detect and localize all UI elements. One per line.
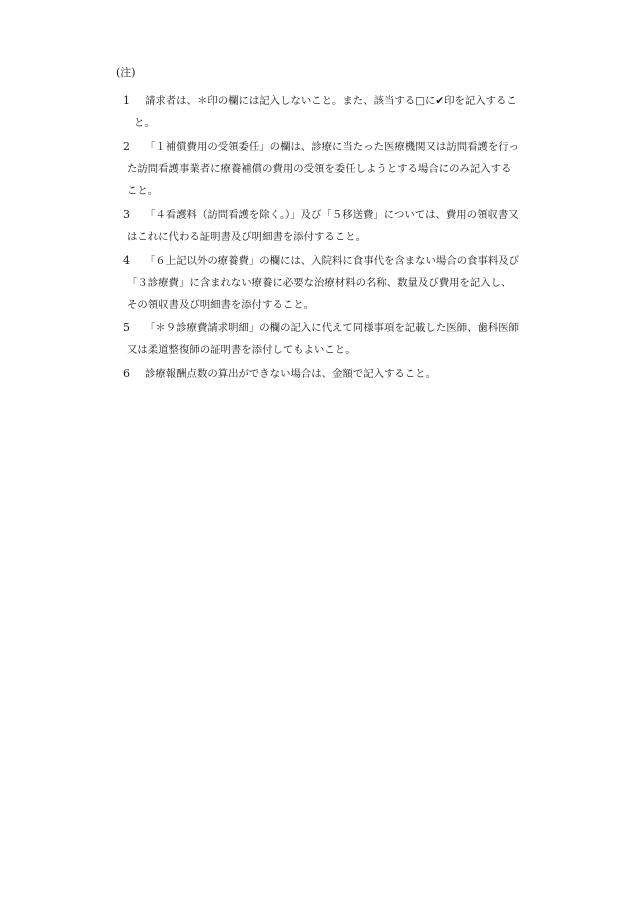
note-line: 「１補償費用の受領委任」の欄は、診療に当たった医療機関又は訪問看護を行っ bbox=[145, 141, 520, 153]
note-line: 又は柔道整復師の証明書を添付してもよいこと。 bbox=[127, 344, 356, 356]
note-number: 1 bbox=[123, 94, 130, 107]
note-line: と。 bbox=[134, 117, 155, 129]
note-line: 「＊９診療費請求明細」の欄の記入に代えて同様事項を記載した医師、歯科医師 bbox=[145, 322, 520, 334]
note-line: はこれに代わる証明書及び明細書を添付すること。 bbox=[127, 231, 366, 243]
note-number: 6 bbox=[123, 367, 130, 380]
note-number: 5 bbox=[123, 321, 130, 334]
notes-heading: (注) bbox=[116, 66, 136, 79]
note-number: 4 bbox=[123, 254, 130, 267]
note-line: その領収書及び明細書を添付すること。 bbox=[127, 299, 315, 311]
note-line: 「４看護料（訪問看護を除く。）」及び「５移送費」については、費用の領収書又 bbox=[145, 209, 519, 221]
note-number: 3 bbox=[123, 208, 130, 221]
note-line: た訪問看護事業者に療養補償の費用の受領を委任しようとする場合にのみ記入する bbox=[127, 163, 512, 175]
note-line: 請求者は、＊印の欄には記入しないこと。また、該当する□に✔印を記入するこ bbox=[145, 95, 517, 107]
note-line: 「６上記以外の療養費」の欄には、入院料に食事代を含まない場合の食事料及び bbox=[145, 255, 520, 267]
note-number: 2 bbox=[123, 140, 130, 153]
note-line: こと。 bbox=[127, 185, 159, 197]
note-line: 「３診療費」に含まれない療養に必要な治療材料の名称、数量及び費用を記入し、 bbox=[127, 277, 512, 289]
note-line: 診療報酬点数の算出ができない場合は、金額で記入すること。 bbox=[145, 368, 436, 380]
